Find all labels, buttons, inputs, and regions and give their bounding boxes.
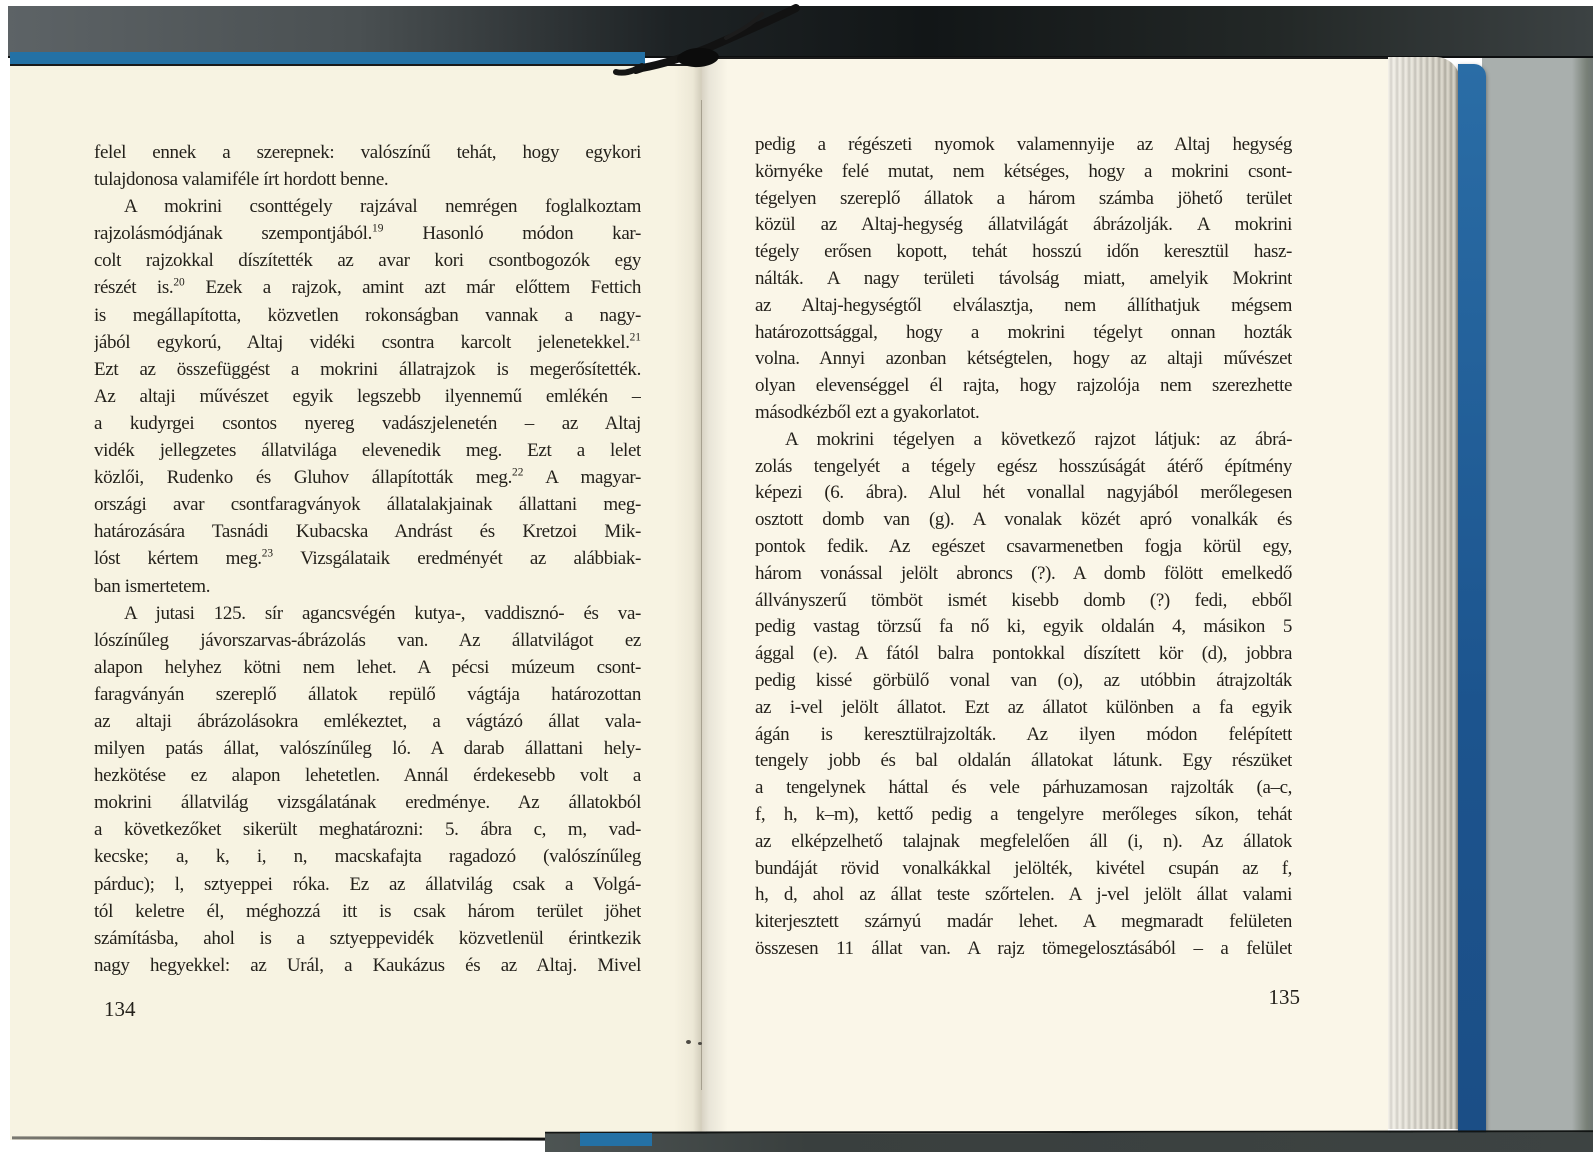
text-line: környéke felé mutat, nem kétséges, hogy a mokrini csont- [755,160,1292,182]
text-line: lóst kértem meg.$^{23}$ Vizsgálataik eredményét az alábbiak- [94,548,641,570]
text-line: a következőket sikerült meghatározni: 5. ábra c, m, vad- [94,819,641,841]
text-line: az Altaj-hegységtől elválasztja, nem állíthatjuk mégsem [755,294,1292,316]
text-line: faragványán szereplő állatok repülő vágtája határozottan [94,683,641,705]
text-line: országi avar csontfaragványok állatalakjainak állattani meg- [94,494,641,516]
page-stack-fore-edge [1388,57,1460,1129]
text-line: jából egykorú, Altaj vidéki csontra karcolt jelenetekkel.$^{21}$ [94,331,641,353]
text-line: ággal (e). A fától balra pontokkal díszített kör (d), jobbra [755,643,1292,665]
text-line: összesen 11 állat van. A rajz tömegelosztásából – a felület [755,937,1292,959]
text-line: tégelyen szereplő állatok a három számba jöhető terület [755,187,1292,209]
text-line: osztott domb van (g). A vonalak közét apró vonalkák és [755,509,1292,531]
text-line: alapon helyhez kötni nem lehet. A pécsi múzeum csont- [94,656,641,678]
scanner-background-edge [1572,48,1593,1152]
text-line: részét is.$^{20}$ Ezek a rajzok, amint azt már előttem Fettich [94,277,641,299]
text-line: számításba, ahol is a sztyeppevidék közvetlenül érintkezik [94,927,641,949]
text-line: az i-vel jelölt állatot. Ezt az állatot különben a fa egyik [755,696,1292,718]
left-page-number: 134 [104,997,136,1021]
text-line: párduc); l, sztyeppei róka. Ez az állatvilág csak a Volgá- [94,873,641,895]
text-line: olyan elevenséggel él rajta, hogy rajzolója nem szerezhette [755,375,1292,397]
scan-bottom-shadow [545,1130,1593,1152]
text-line: kiterjesztett szárnyú madár lehet. A megmaradt felületen [755,911,1292,933]
gutter-speck [686,1040,691,1044]
text-line: Az altaji művészet egyik legszebb ilyennemű emlékén – [94,385,641,407]
footnote-reference: 22 [512,466,524,479]
text-line: colt rajzokkal díszítették az avar kori csontbogozók egy [94,250,641,272]
text-line: három vonással jelölt abroncs (?). A domb fölött emelkedő [755,562,1292,584]
text-line: a kudyrgei csontos nyereg vadászjelenetén – az Altaj [94,412,641,434]
text-line: pedig a régészeti nyomok valamennyije az Altaj hegység [755,134,1292,155]
text-line: másodkézből ezt a gyakorlatot. [755,401,980,423]
book-cover-right-edge [1458,64,1486,1138]
text-line: A mokrini tégelyen a következő rajzot látjuk: az ábrá- [785,428,1292,450]
text-line: nagy hegyekkel: az Urál, a Kaukázus és az Altaj. Mivel [94,954,641,976]
text-line: a tengelynek háttal és vele párhuzamosan rajzolták (a–c, [755,777,1292,799]
text-line: az elképzelhető talajnak megfelelően áll (i, n). Az állatok [755,830,1292,852]
text-line: ban ismertetem. [94,575,211,597]
text-line: tulajdonosa valamiféle írt hordott benne. [94,169,389,191]
text-line: határozására Tasnádi Kubacska Andrást és Kretzoi Mik- [94,521,641,543]
text-line: hezkötése ez alapon lehetetlen. Annál érdekesebb volt a [94,765,641,787]
text-line: pedig kissé görbülő vonal van (o), az utóbbin átrajzolták [755,669,1292,691]
footnote-reference: 20 [173,277,185,290]
text-line: A jutasi 125. sír agancsvégén kutya-, vaddisznó- és va- [124,602,641,624]
text-line: az altaji ábrázolásokra emlékeztet, a vágtázó állat vala- [94,710,641,732]
text-line: kecske; a, k, i, n, macskafajta ragadozó (valószínűleg [94,846,641,868]
text-line: tól keletre él, méghozzá itt is csak három terület jöhet [94,900,641,922]
text-line: milyen patás állat, valószínűleg ló. A darab állattani hely- [94,738,641,760]
text-line: Ezt az összefüggést a mokrini állatrajzok is megerősítették. [94,358,641,380]
text-line: tégely erősen kopott, tehát hosszú időn keresztül hasz- [755,241,1292,263]
bookmark-ribbon-icon [612,4,802,82]
text-line: közül az Altaj-hegység állatvilágát ábrázolják. A mokrini [755,214,1292,236]
text-line: tengely jobb és bal oldalán állatokat látunk. Egy részüket [755,750,1292,772]
left-page-text-block [94,139,641,979]
text-line: lószínűleg jávorszarvas-ábrázolás van. Az állatvilágot ez [94,629,641,651]
text-line: határozottsággal, hogy a mokrini tégelyt onnan hozták [755,321,1292,343]
text-line: bundáját rövid vonalkákkal jelölték, kivétel csupán az f, [755,857,1292,879]
text-line: állványszerű tömböt ismét kisebb domb (?) fedi, ebből [755,589,1292,611]
text-line: rajzolásmódjának szempontjából.$^{19}$ Hasonló módon kar- [94,222,641,245]
text-line: zolás tengelyét a tégely egész hosszúságát átérő építmény [755,455,1292,477]
footnote-reference: 19 [372,222,384,235]
right-page-text-block [755,132,1292,963]
text-line: képezi (6. ábra). Alul hét vonallal nagyjából merőlegesen [755,482,1292,504]
text-line: h, d, ahol az állat teste szőrtelen. A j-vel jelölt állat valami [755,884,1292,906]
footnote-reference: 23 [261,548,274,561]
footnote-reference: 21 [629,331,641,344]
book-cover-bottom-edge [580,1133,652,1146]
text-line: A mokrini csonttégely rajzával nemrégen foglalkoztam [124,196,641,218]
text-line: nálták. A nagy területi távolság miatt, amelyik Mokrint [755,267,1292,289]
text-line: volna. Annyi azonban kétségtelen, hogy az altaji művészet [755,348,1292,370]
text-line: felel ennek a szerepnek: valószínű tehát, hogy egykori [94,142,641,163]
text-line: pontok fedik. Az egészet csavarmenetben fogja körül egy, [755,535,1292,557]
right-page-number: 135 [1268,985,1300,1009]
text-line: ágán is keresztülrajzolták. Az ilyen módon felépített [755,723,1292,745]
text-line: közlői, Rudenko és Gluhov állapították meg.$^{22}$ A magyar- [94,466,641,489]
gutter-speck [698,1042,702,1045]
text-line: vidék jellegzetes állatvilága elevenedik meg. Ezt a lelet [94,440,641,462]
text-line: f, h, k–m), kettő pedig a tengelyre merőleges síkon, tehát [755,803,1292,825]
text-line: mokrini állatvilág vizsgálatának eredménye. Az állatokból [94,792,641,814]
text-line: pedig vastag törzsű fa nő ki, egyik oldalán 4, másikon 5 [755,616,1292,638]
text-line: is megállapította, közvetlen rokonságban vannak a nagy- [94,304,641,326]
